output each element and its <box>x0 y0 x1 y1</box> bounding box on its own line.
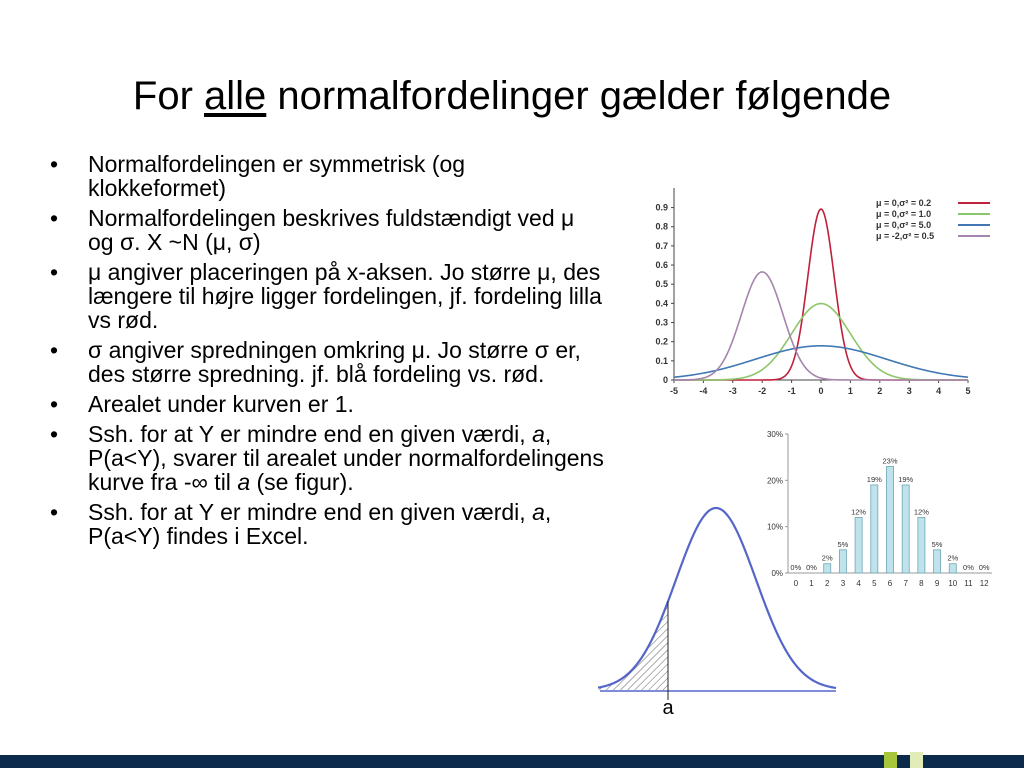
bar-value-label: 0% <box>963 563 974 572</box>
y-tick-label: 0% <box>771 569 783 578</box>
title-emphasis: alle <box>204 74 267 118</box>
legend-label: μ = 0,σ² = 0.2 <box>876 198 932 208</box>
x-tick-label: 4 <box>856 579 861 588</box>
footer-bar <box>0 755 1024 768</box>
x-tick-label: 3 <box>906 386 912 396</box>
bullet-text: Arealet under kurven er 1. <box>88 391 354 417</box>
x-tick-label: 5 <box>872 579 877 588</box>
y-tick-label: 0.7 <box>655 240 668 251</box>
bullet-text: Ssh. for at Y er mindre end en given værdi, <box>88 421 533 447</box>
bar-value-label: 12% <box>851 507 867 517</box>
bar-value-label: 5% <box>837 539 849 549</box>
y-tick-label: 0.6 <box>655 260 668 271</box>
bar <box>949 564 956 573</box>
bullet-item <box>44 392 604 416</box>
bar <box>886 466 893 573</box>
title-start: For <box>132 74 205 118</box>
y-tick-label: 30% <box>766 430 783 439</box>
x-tick-label: -2 <box>758 386 767 396</box>
x-tick-label: 2 <box>877 386 883 396</box>
bullet-list <box>44 152 604 554</box>
series-line <box>674 346 968 377</box>
bar-value-label: 19% <box>866 474 882 484</box>
bell-curve <box>598 508 836 688</box>
y-tick-label: 0.1 <box>655 355 668 366</box>
bullet-text: σ angiver spredningen omkring μ. Jo større σ er, des større spredning. jf. blå fordeling vs. rød. <box>88 337 581 387</box>
bullet-text: , P(a<Y) findes i Excel. <box>88 499 552 549</box>
bullet-text: (se figur). <box>250 469 354 495</box>
y-tick-label: 0.9 <box>655 202 668 213</box>
bar <box>855 517 862 573</box>
x-tick-label: -5 <box>669 386 679 396</box>
bar-value-label: 12% <box>913 507 929 517</box>
bar-value-label: 2% <box>821 553 833 563</box>
bullet-item <box>44 260 604 332</box>
bullet-text: Ssh. for at Y er mindre end en given værdi, <box>88 499 533 525</box>
title-end: normalfordelinger gælder følgende <box>266 74 892 118</box>
bullet-variable: a <box>532 421 545 447</box>
slide-title <box>0 72 1024 120</box>
legend-label: μ = 0,σ² = 5.0 <box>876 220 932 230</box>
bar <box>934 550 941 573</box>
bar-value-label: 2% <box>947 553 959 563</box>
x-tick-label: 4 <box>936 386 942 396</box>
bullet-text: Normalfordelingen beskrives fuldstændigt ved μ og σ. X ~N (μ, σ) <box>88 205 575 255</box>
legend-label: μ = 0,σ² = 1.0 <box>876 209 932 219</box>
normal-distribution-chart <box>622 184 1000 404</box>
bar-value-label: 0% <box>806 563 817 572</box>
x-tick-label: 0 <box>818 386 824 396</box>
x-tick-label: 0 <box>793 579 799 588</box>
x-tick-label: 11 <box>964 579 973 588</box>
bar <box>871 485 878 573</box>
bullet-variable: a <box>532 499 545 525</box>
x-tick-label: 12 <box>979 579 989 588</box>
bullet-text: , P(a<Y), svarer til arealet under normalfordelingens kurve fra -∞ til <box>88 421 604 495</box>
x-tick-label: 1 <box>847 386 853 396</box>
x-tick-label: 8 <box>919 579 924 588</box>
x-tick-label: 1 <box>809 579 814 588</box>
legend-label: μ = -2,σ² = 0.5 <box>876 231 935 241</box>
area-under-curve-figure <box>598 500 840 722</box>
x-tick-label: 9 <box>934 579 940 588</box>
y-tick-label: 0.8 <box>655 221 668 232</box>
x-tick-label: 10 <box>948 579 958 588</box>
footer-accent-green <box>884 752 897 768</box>
x-tick-label: 5 <box>965 386 971 396</box>
x-tick-label: 6 <box>887 579 893 588</box>
bar-value-label: 19% <box>898 474 914 484</box>
bar <box>839 550 846 573</box>
bullet-variable: a <box>237 469 251 495</box>
bullet-text: Normalfordelingen er symmetrisk (og klokkeformet) <box>88 151 466 201</box>
bullet-item <box>44 338 604 386</box>
shaded-area <box>598 601 668 690</box>
y-tick-label: 20% <box>766 476 783 486</box>
bullet-item <box>44 422 604 494</box>
bar-value-label: 23% <box>882 456 898 466</box>
bar <box>918 517 925 573</box>
bullet-item <box>44 500 604 548</box>
bar-value-label: 0% <box>790 563 802 572</box>
bullet-text: μ angiver placeringen på x-aksen. Jo større μ, des længere til højre ligger fordelingen, jf. fordeling lilla vs rød. <box>88 259 602 333</box>
series-line <box>674 272 968 380</box>
x-tick-label: 7 <box>903 579 908 588</box>
y-tick-label: 0.4 <box>655 298 668 309</box>
bar-value-label: 0% <box>978 563 990 572</box>
y-tick-label: 10% <box>766 522 783 532</box>
x-tick-label: -4 <box>699 386 708 396</box>
a-label: a <box>662 697 674 719</box>
y-tick-label: 0.5 <box>655 279 668 290</box>
bullet-item <box>44 206 604 254</box>
x-tick-label: 2 <box>825 579 830 588</box>
x-tick-label: -1 <box>787 386 796 396</box>
footer-accent-light <box>910 752 923 768</box>
bar-value-label: 5% <box>931 539 943 549</box>
x-tick-label: 3 <box>840 579 846 588</box>
y-tick-label: 0.2 <box>655 336 668 347</box>
y-tick-label: 0 <box>662 375 668 385</box>
bullet-item <box>44 152 604 200</box>
bar <box>902 485 909 573</box>
y-tick-label: 0.3 <box>655 317 668 328</box>
x-tick-label: -3 <box>728 386 737 396</box>
